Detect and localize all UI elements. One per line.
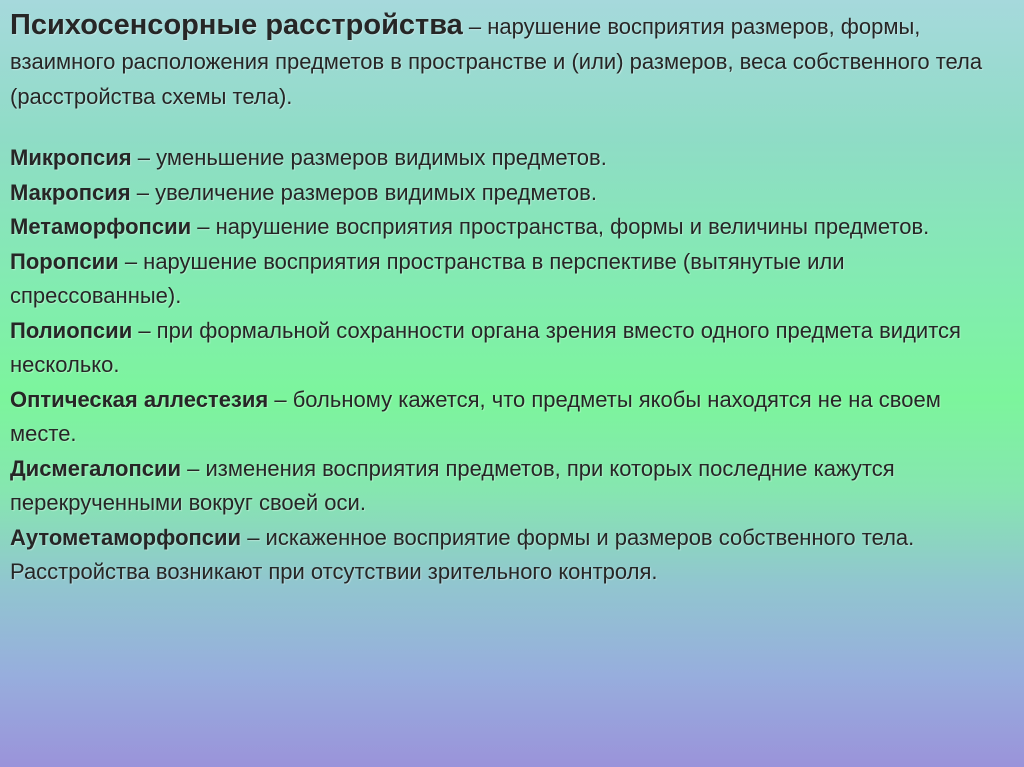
definition-term: Оптическая аллестезия (10, 386, 269, 412)
definition-term: Поропсии (10, 248, 119, 274)
definition-macropsia (10, 176, 1012, 211)
definition-text: – нарушение восприятия пространства в перспективе (вытянутые или спрессованные). (10, 248, 845, 308)
definition-autometamorphopsia (10, 521, 1012, 590)
definition-dysmegalopsia (10, 452, 1012, 521)
definition-optical-allesthesia (10, 383, 1012, 452)
intro-paragraph (10, 8, 1012, 114)
definition-term: Аутометаморфопсии (10, 524, 242, 550)
intro-term: Психосенсорные расстройства (10, 9, 463, 41)
definition-term: Микропсия (10, 145, 132, 170)
definition-term: Макропсия (10, 179, 131, 205)
definition-text: – уменьшение размеров видимых предметов. (131, 145, 607, 170)
definition-text: – искаженное восприятие формы и размеров собственного тела. Расстройства возникают при отсутствии зрительного контроля. (10, 524, 915, 584)
definition-text: – изменения восприятия предметов, при которых последние кажутся перекрученными вокруг своей оси. (10, 455, 895, 515)
intro-text: – нарушение восприятия размеров, формы, взаимного расположения предметов в пространстве и (или) размеров, веса собственного тела (расстройства схемы тела). (10, 14, 983, 109)
definition-text: – увеличение размеров видимых предметов. (130, 179, 597, 205)
definition-text: – при формальной сохранности органа зрения вместо одного предмета видится несколько. (10, 317, 961, 377)
slide-content (10, 8, 1012, 590)
definition-text: – больному кажется, что предметы якобы находятся не на своем месте. (10, 386, 941, 446)
definition-micropsia (10, 141, 1012, 176)
definition-text: – нарушение восприятия пространства, формы и величины предметов. (191, 214, 930, 239)
definition-metamorphopsia (10, 210, 1012, 245)
definition-poropsia (10, 245, 1012, 314)
definition-term: Метаморфопсии (10, 214, 192, 239)
definition-term: Полиопсии (10, 317, 133, 343)
definition-polyopsia (10, 314, 1012, 383)
definition-term: Дисмегалопсии (10, 455, 182, 481)
